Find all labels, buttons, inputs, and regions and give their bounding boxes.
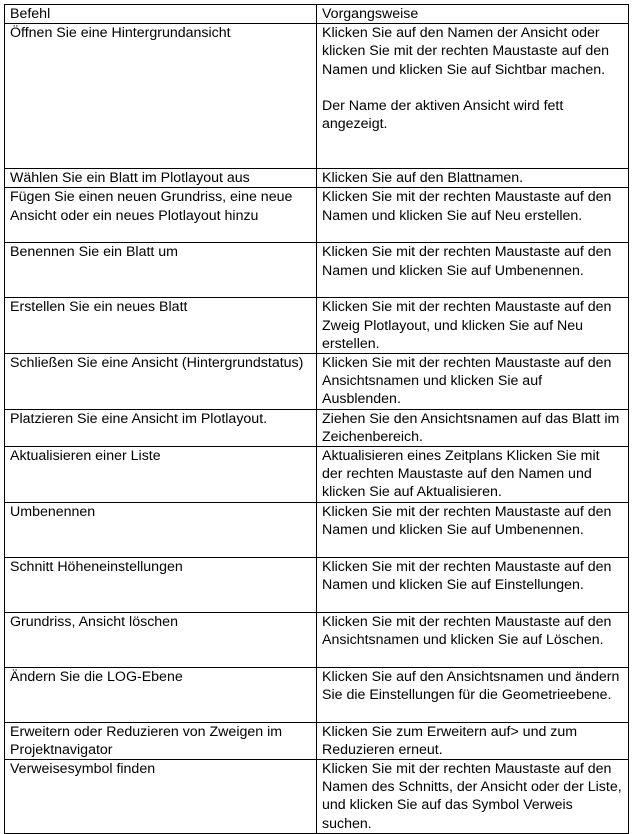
befehl-cell: Grundriss, Ansicht löschen	[5, 612, 317, 667]
vorgangsweise-cell: Klicken Sie auf den Ansichtsnamen und ändern Sie die Einstellungen für die Geometrieebene.	[317, 667, 629, 722]
table-row	[5, 409, 629, 446]
befehl-cell: Erweitern oder Reduzieren von Zweigen im Projektnavigator	[5, 722, 317, 759]
befehl-cell: Fügen Sie einen neuen Grundriss, eine neue Ansicht oder ein neues Plotlayout hinzu	[5, 188, 317, 243]
befehl-cell: Erstellen Sie ein neues Blatt	[5, 298, 317, 354]
header-befehl: Befehl	[5, 5, 317, 24]
table-row	[5, 502, 629, 557]
vorgangsweise-cell: Klicken Sie auf den Blattnamen.	[317, 169, 629, 188]
befehl-cell: Schnitt Höheneinstellungen	[5, 557, 317, 612]
vorgangsweise-cell	[317, 24, 629, 169]
befehl-cell: Verweisesymbol finden	[5, 760, 317, 834]
befehl-cell: Aktualisieren einer Liste	[5, 447, 317, 503]
table-row	[5, 24, 629, 169]
table-row	[5, 760, 629, 834]
vorgangsweise-cell: Klicken Sie mit der rechten Maustaste auf den Zweig Plotlayout, und klicken Sie auf Neu erstellen.	[317, 298, 629, 354]
vorgangsweise-cell: Klicken Sie mit der rechten Maustaste auf den Namen des Schnitts, der Ansicht oder der Liste, und klicken Sie auf das Symbol Verweis suchen.	[317, 760, 629, 834]
header-vorgangsweise: Vorgangsweise	[317, 5, 629, 24]
befehl-cell: Öffnen Sie eine Hintergrundansicht	[5, 24, 317, 169]
table-row	[5, 354, 629, 410]
table-row	[5, 722, 629, 759]
befehl-cell: Umbenennen	[5, 502, 317, 557]
befehl-cell: Benennen Sie ein Blatt um	[5, 243, 317, 298]
vorgangsweise-cell: Klicken Sie zum Erweitern auf> und zum Reduzieren erneut.	[317, 722, 629, 759]
befehl-cell: Wählen Sie ein Blatt im Plotlayout aus	[5, 169, 317, 188]
header-row	[5, 5, 629, 24]
vorgangsweise-cell: Klicken Sie mit der rechten Maustaste auf den Namen und klicken Sie auf Umbenennen.	[317, 243, 629, 298]
table-row	[5, 612, 629, 667]
befehl-cell: Schließen Sie eine Ansicht (Hintergrundstatus)	[5, 354, 317, 410]
vorgangsweise-cell: Klicken Sie mit der rechten Maustaste auf den Namen und klicken Sie auf Umbenennen.	[317, 502, 629, 557]
vorgangsweise-cell: Klicken Sie mit der rechten Maustaste auf den Ansichtsnamen und klicken Sie auf Löschen.	[317, 612, 629, 667]
table-row	[5, 667, 629, 722]
befehl-cell: Platzieren Sie eine Ansicht im Plotlayout.	[5, 409, 317, 446]
table-row	[5, 243, 629, 298]
table-row	[5, 188, 629, 243]
vorgangsweise-cell: Klicken Sie mit der rechten Maustaste auf den Namen und klicken Sie auf Neu erstellen.	[317, 188, 629, 243]
vorgangsweise-cell: Klicken Sie mit der rechten Maustaste auf den Namen und klicken Sie auf Einstellungen.	[317, 557, 629, 612]
table-row	[5, 447, 629, 503]
table-row	[5, 298, 629, 354]
vorgangsweise-cell: Klicken Sie mit der rechten Maustaste auf den Ansichtsnamen und klicken Sie auf Ausblenden.	[317, 354, 629, 410]
vorgangsweise-note: Der Name der aktiven Ansicht wird fett angezeigt.	[322, 97, 564, 133]
vorgangsweise-cell: Aktualisieren eines Zeitplans Klicken Sie mit der rechten Maustaste auf den Namen und klicken Sie auf Aktualisieren.	[317, 447, 629, 503]
vorgangsweise-paragraph: Klicken Sie auf den Namen der Ansicht oder klicken Sie mit der rechten Maustaste auf den Namen und klicken Sie auf Sichtbar machen.	[322, 25, 610, 78]
table-row	[5, 169, 629, 188]
table-row	[5, 557, 629, 612]
command-table	[4, 4, 629, 834]
vorgangsweise-cell: Ziehen Sie den Ansichtsnamen auf das Blatt im Zeichenbereich.	[317, 409, 629, 446]
befehl-cell: Ändern Sie die LOG-Ebene	[5, 667, 317, 722]
